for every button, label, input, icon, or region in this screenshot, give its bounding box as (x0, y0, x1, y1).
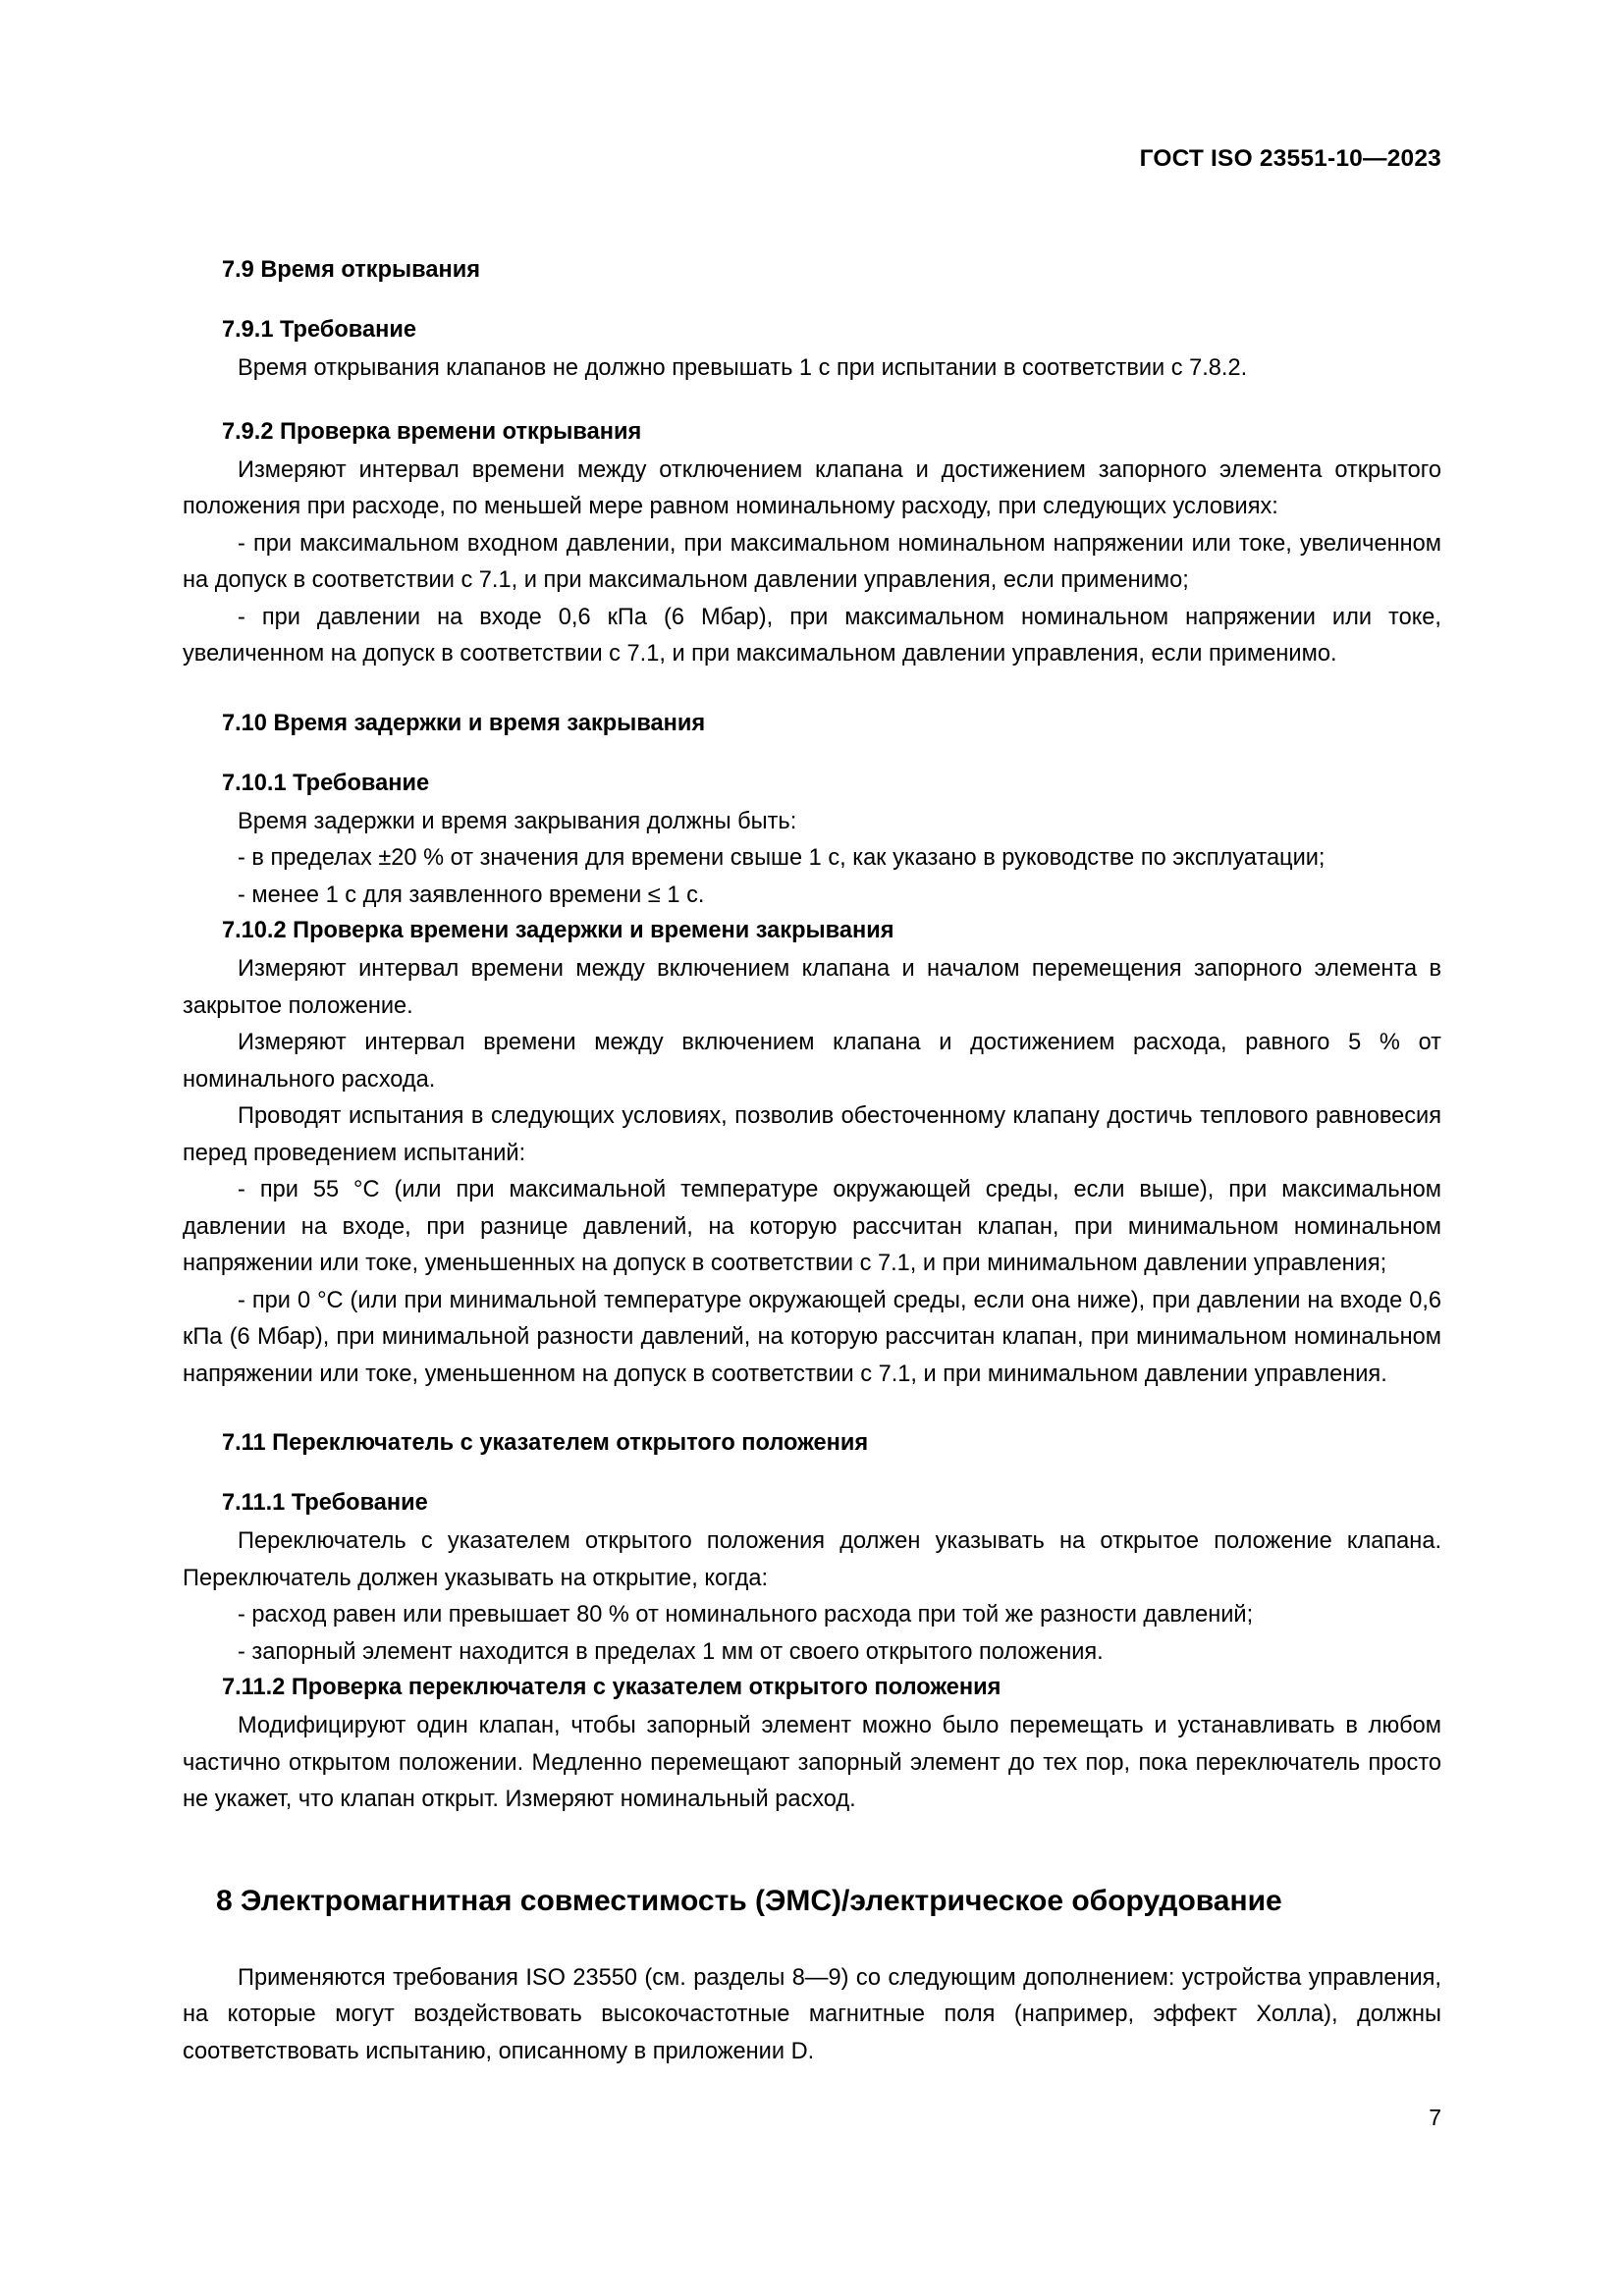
heading-7-9-1: 7.9.1 Требование (222, 317, 416, 343)
heading-7-9: 7.9 Время открывания (222, 257, 480, 283)
page-header-standard-title: ГОСТ ISO 23551-10—2023 (1139, 145, 1441, 172)
heading-section-8: 8 Электромагнитная совместимость (ЭМС)/электрическое оборудование (216, 1884, 1282, 1917)
heading-7-10-2: 7.10.2 Проверка времени задержки и времени закрывания (222, 918, 894, 943)
list-item-7-9-2-2: - при давлении на входе 0,6 кПа (6 Мбар), при максимальном номинальном напряжении или токе, увеличенном на допуск в соответствии с 7.1, и при максимальном давлении управления, если применимо. (183, 604, 1441, 667)
heading-7-10-1: 7.10.1 Требование (222, 770, 430, 796)
list-item-7-10-1-1: - в пределах ±20 % от значения для времени свыше 1 с, как указано в руководстве по эксплуатации; (238, 845, 1326, 871)
paragraph-7-11-1: Переключатель с указателем открытого положения должен указывать на открытое положение клапана. Переключатель должен указывать на открытие, когда: (183, 1528, 1441, 1591)
paragraph-7-10-2-2: Измеряют интервал времени между включением клапана и достижением расхода, равного 5 % от номинального расхода. (183, 1030, 1441, 1093)
paragraph-7-9-1: Время открывания клапанов не должно превышать 1 с при испытании в соответствии с 7.8.2. (238, 355, 1248, 381)
heading-7-11: 7.11 Переключатель с указателем открытого положения (222, 1430, 869, 1456)
page-number: 7 (1429, 2105, 1441, 2130)
paragraph-7-10-1: Время задержки и время закрывания должны быть: (238, 808, 797, 834)
paragraph-7-10-2-1: Измеряют интервал времени между включением клапана и началом перемещения запорного элемента в закрытое положение. (183, 956, 1441, 1019)
list-item-7-11-1-1: - расход равен или превышает 80 % от номинального расхода при той же разности давлений; (238, 1602, 1254, 1628)
heading-7-10: 7.10 Время задержки и время закрывания (222, 710, 706, 736)
document-body (183, 224, 1441, 2070)
list-item-7-10-1-2: - менее 1 с для заявленного времени ≤ 1 с. (238, 881, 705, 908)
paragraph-7-10-2-3: Проводят испытания в следующих условиях, позволив обесточенному клапану достичь теплового равновесия перед проведением испытаний: (183, 1103, 1441, 1166)
list-item-7-10-2-2: - при 0 °C (или при минимальной температуре окружающей среды, если она ниже), при давлении на входе 0,6 кПа (6 Мбар), при минимальной разности давлений, на которую рассчитан клапан, при минимальном номинальном напряжении или токе, уменьшенном на допуск в соответствии с 7.1, и при минимальном давлении управления. (183, 1287, 1441, 1387)
paragraph-7-11-2: Модифицируют один клапан, чтобы запорный элемент можно было перемещать и устанавливать в любом частично открытом положении. Медленно перемещают запорный элемент до тех пор, пока переключатель просто не укажет, что клапан открыт. Измеряют номинальный расход. (183, 1713, 1441, 1812)
heading-7-9-2: 7.9.2 Проверка времени открывания (222, 418, 642, 445)
list-item-7-10-2-1: - при 55 °C (или при максимальной температуре окружающей среды, если выше), при максимальном давлении на входе, при разнице давлений, на которую рассчитан клапан, при минимальном номинальном напряжении или токе, уменьшенных на допуск в соответствии с 7.1, и при минимальном давлении управления; (183, 1177, 1441, 1276)
heading-7-11-2: 7.11.2 Проверка переключателя с указателем открытого положения (222, 1675, 1001, 1700)
paragraph-7-9-2-intro: Измеряют интервал времени между отключением клапана и достижением запорного элемента открытого положения при расходе, по меньшей мере равном номинальному расходу, при следующих условиях: (183, 456, 1441, 519)
heading-7-11-1: 7.11.1 Требование (222, 1490, 428, 1516)
paragraph-section-8: Применяются требования ISO 23550 (см. разделы 8—9) со следующим дополнением: устройства управления, на которые могут воздействовать высокочастотные магнитные поля (например, эффект Холла), должны соответствовать испытанию, описанному в приложении D. (183, 1964, 1441, 2064)
list-item-7-11-1-2: - запорный элемент находится в пределах 1 мм от своего открытого положения. (238, 1638, 1104, 1665)
list-item-7-9-2-1: - при максимальном входном давлении, при максимальном номинальном напряжении или токе, увеличенном на допуск в соответствии с 7.1, и при максимальном давлении управления, если применимо; (183, 530, 1441, 593)
